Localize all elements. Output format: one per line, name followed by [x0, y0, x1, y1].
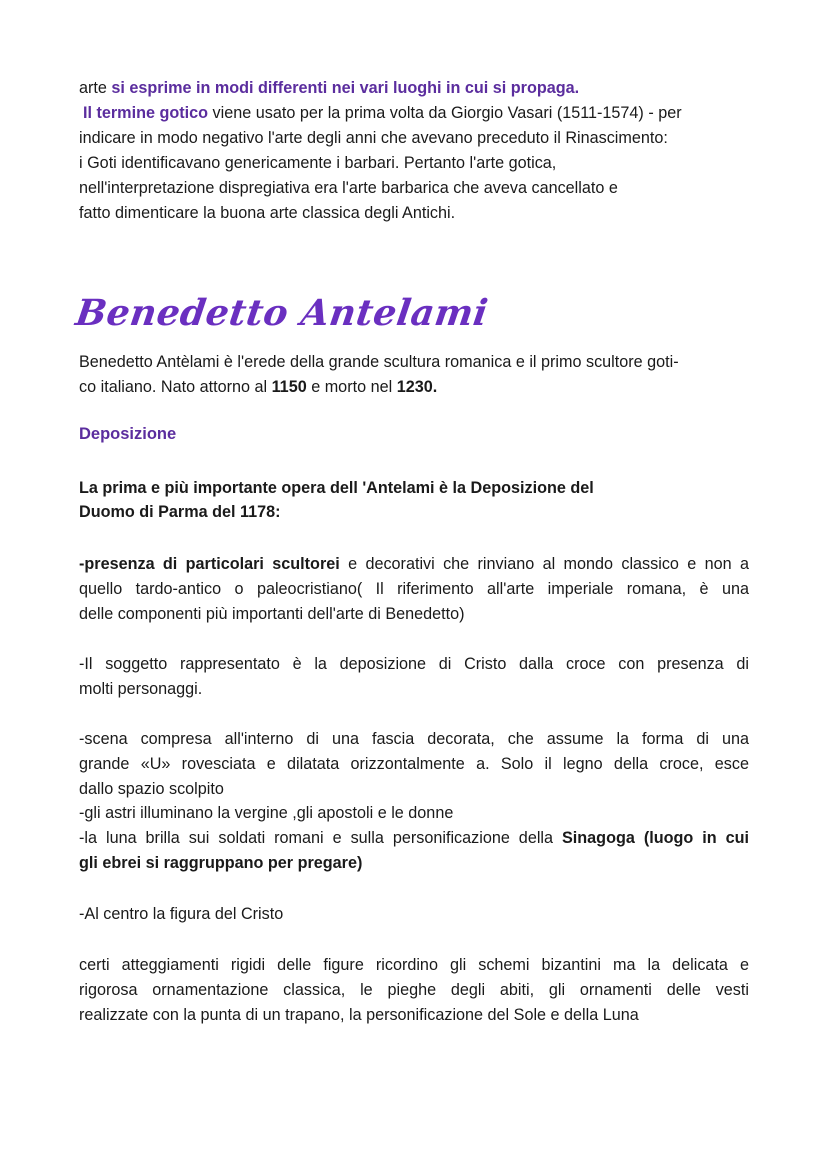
p3-text: -la luna brilla sui soldati romani e sulla personificazione della	[79, 829, 562, 847]
bio-text: e morto nel	[306, 378, 397, 396]
intro-line-5: nell'interpretazione dispregiativa era l'arte barbarica che aveva cancellato e	[79, 179, 618, 197]
p5-line-3: realizzate con la punta di un trapano, la personificazione del Sole e della Luna	[79, 1006, 639, 1024]
p1-line-2: quello tardo-antico o paleocristiano( Il riferimento all'arte imperiale romana, è una	[79, 580, 749, 598]
p4-line: -Al centro la figura del Cristo	[79, 905, 284, 923]
p3-line-1: -scena compresa all'interno di una fascia decorata, che assume la forma di una	[79, 730, 749, 748]
subheading-deposizione: Deposizione	[79, 425, 177, 443]
p3-line-3: dallo spazio scolpito	[79, 780, 224, 798]
death-year: 1230.	[396, 378, 438, 396]
p1-text: e decorativi che rinviano al mondo classico e non a	[339, 555, 749, 573]
p3-line-6: gli ebrei si raggruppano per pregare)	[79, 854, 363, 872]
intro-text: arte	[79, 79, 112, 97]
birth-year: 1150	[271, 378, 307, 396]
p3-line-4: -gli astri illuminano la vergine ,gli apostoli e le donne	[79, 804, 454, 822]
p1-bold: -presenza di particolari scultorei	[79, 555, 340, 573]
intro-highlight: si esprime in modi differenti nei vari luoghi in cui si propaga.	[111, 79, 580, 97]
intro-line-2	[83, 101, 682, 125]
p5-line-1: certi atteggiamenti rigidi delle figure ricordino gli schemi bizantini ma la delicata e	[79, 956, 749, 974]
p2-line-1: -Il soggetto rappresentato è la deposizione di Cristo dalla croce con presenza di	[79, 655, 749, 673]
intro-line-4: i Goti identificavano genericamente i barbari. Pertanto l'arte gotica,	[79, 154, 557, 172]
p5-line-2: rigorosa ornamentazione classica, le pieghe degli abiti, gli ornamenti delle vesti	[79, 981, 749, 999]
p2-line-2: molti personaggi.	[79, 680, 203, 698]
bio-line-1: Benedetto Antèlami è l'erede della grande scultura romanica e il primo scultore goti-	[79, 353, 679, 371]
lead-line-1: La prima e più importante opera dell 'Antelami è la Deposizione del	[79, 479, 594, 497]
intro-line-1	[79, 76, 579, 100]
p1-line-3: delle componenti più importanti dell'arte di Benedetto)	[79, 605, 465, 623]
bio-line-2	[79, 375, 437, 399]
sinagoga-bold: Sinagoga (luogo in cui	[562, 829, 749, 847]
p3-line-2: grande «U» rovesciata e dilatata orizzontalmente a. Solo il legno della croce, esce	[79, 755, 749, 773]
section-title: Benedetto Antelami	[73, 292, 491, 334]
p1-line-1	[79, 552, 749, 576]
intro-line-3: indicare in modo negativo l'arte degli anni che avevano preceduto il Rinascimento:	[79, 129, 668, 147]
lead-line-2: Duomo di Parma del 1178:	[79, 503, 281, 521]
intro-text: viene usato per la prima volta da Giorgio Vasari (1511-1574) - per	[208, 104, 682, 122]
bio-text: co italiano. Nato attorno al	[79, 378, 272, 396]
p3-line-5	[79, 826, 749, 850]
intro-line-6: fatto dimenticare la buona arte classica degli Antichi.	[79, 204, 456, 222]
term-gotico-highlight: Il termine gotico	[83, 104, 209, 122]
